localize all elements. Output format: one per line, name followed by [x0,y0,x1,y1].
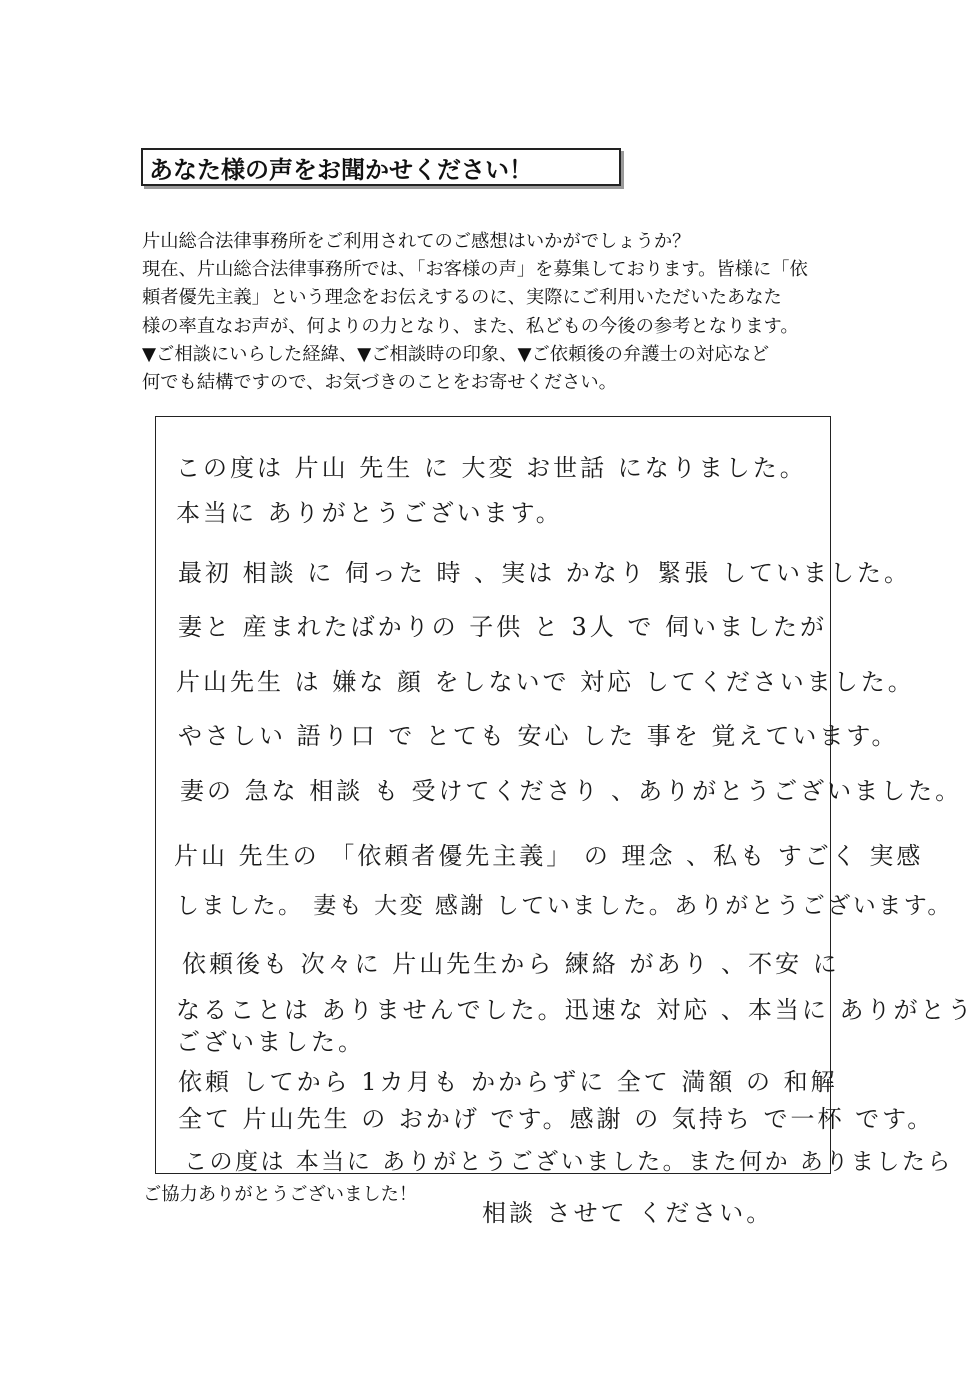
handwritten-line: しました。 妻も 大変 感謝 していました。ありがとうございます。 [176,893,953,919]
intro-line: 片山総合法律事務所をご利用されてのご感想はいかがでしょうか？ [142,231,691,252]
intro-line: ▼ご相談にいらした経緯、▼ご相談時の印象、▼ご依頼後の弁護士の対応など [142,343,770,365]
handwritten-line: ございました。 [176,1028,365,1056]
page-title: あなた様の声をお聞かせください！ [149,155,533,184]
handwritten-line: 妻の 急な 相談 も 受けてくださり 、ありがとうございました。 [180,777,963,805]
handwritten-line: なることは ありませんでした。迅速な 対応 、本当に ありがとう [176,996,975,1024]
intro-line: 何でも結構ですので、お気づきのことをお寄せください。 [142,371,617,393]
intro-text [142,228,862,397]
handwritten-line: 相談 させて ください。 [482,1199,774,1227]
intro-line: 頼者優先主義」という理念をお伝えするのに、実際にご利用いただいたあなた [142,287,782,309]
handwritten-line: 依頼 してから 1カ月も かからずに 全て 満額 の 和解 [178,1068,838,1096]
handwritten-line: 妻と 産まれたばかりの 子供 と 3人 で 伺いましたが [178,613,828,641]
handwritten-line: 片山 先生の 「依頼者優先主義」 の 理念 、私も すごく 実感 [174,842,924,870]
intro-line: 現在、片山総合法律事務所では、「お客様の声」を募集しております。皆様に「依 [142,259,808,281]
handwritten-line: 依頼後も 次々に 片山先生から 練絡 があり 、不安 に [182,950,840,978]
handwritten-line: 本当に ありがとうございます。 [176,499,563,527]
intro-line: 様の率直なお声が、何よりの力となり、また、私どもの今後の参考となります。 [142,315,799,337]
handwritten-line: 最初 相談 に 伺った 時 、実は かなり 緊張 していました。 [178,559,912,587]
closing-message: ご協力ありがとうございました！ [143,1184,418,1205]
handwritten-line: この度は 片山 先生 に 大変 お世話 になりました。 [176,454,807,482]
handwritten-line: 全て 片山先生 の おかげ です。感謝 の 気持ち で一杯 です。 [178,1105,935,1133]
handwritten-line: この度は 本当に ありがとうございました。また何か ありましたら [184,1149,953,1175]
title-box [141,148,621,186]
handwritten-line: 片山先生 は 嫌な 顔 をしないで 対応 してくださいました。 [176,668,915,696]
handwritten-line: やさしい 語り口 で とても 安心 した 事を 覚えています。 [178,722,899,750]
